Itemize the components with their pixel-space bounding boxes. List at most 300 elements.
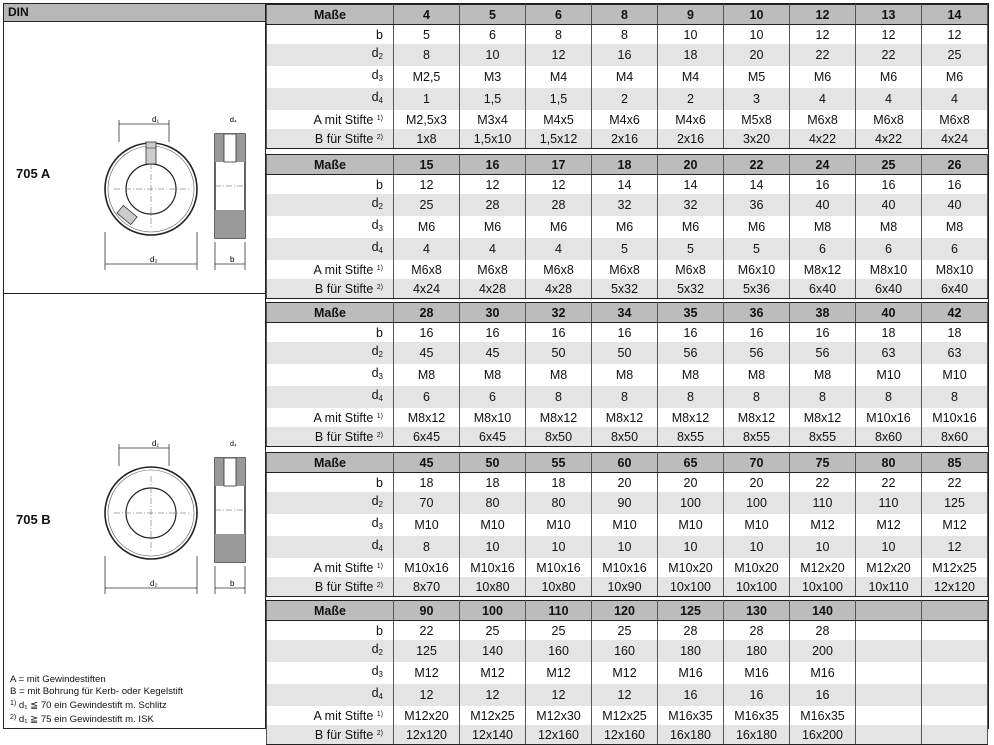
value-cell: 110	[856, 492, 922, 514]
value-cell: 8x70	[394, 577, 460, 597]
value-cell: M10x16	[856, 408, 922, 427]
row-label: $d_4$	[267, 88, 394, 110]
collar-drawing-705a	[94, 112, 264, 272]
value-cell: 20	[658, 473, 724, 493]
table-row	[267, 44, 988, 66]
size-cell: 36	[724, 303, 790, 323]
value-cell: 22	[394, 621, 460, 641]
value-cell: 18	[658, 44, 724, 66]
row-label: $d_4$	[267, 684, 394, 706]
table-row	[267, 558, 988, 577]
value-cell: M6x8	[922, 110, 988, 129]
table-row	[267, 473, 988, 493]
value-cell: 160	[592, 640, 658, 662]
value-cell: 4x28	[460, 279, 526, 299]
size-cell: 70	[724, 453, 790, 473]
value-cell: M6	[724, 216, 790, 238]
value-cell: 18	[856, 323, 922, 343]
value-cell: M6x8	[658, 260, 724, 279]
value-cell: 8	[394, 44, 460, 66]
value-cell: 8	[658, 386, 724, 408]
value-cell: 8	[856, 386, 922, 408]
size-cell: 17	[526, 155, 592, 175]
table-row	[267, 194, 988, 216]
value-cell: 16	[526, 323, 592, 343]
value-cell: 40	[856, 194, 922, 216]
value-cell: 18	[460, 473, 526, 493]
value-cell: 90	[592, 492, 658, 514]
row-label: b	[267, 175, 394, 195]
value-cell: 8	[394, 536, 460, 558]
value-cell: M12	[526, 662, 592, 684]
table-row	[267, 725, 988, 745]
size-cell: 30	[460, 303, 526, 323]
value-cell: 3	[724, 88, 790, 110]
value-cell: M8	[856, 216, 922, 238]
size-cell: 8	[592, 5, 658, 25]
table-row	[267, 260, 988, 279]
value-cell	[856, 640, 922, 662]
value-cell: 8	[526, 386, 592, 408]
size-cell: 24	[790, 155, 856, 175]
size-cell: 130	[724, 601, 790, 621]
row-label: $d_3$	[267, 216, 394, 238]
table-row	[267, 25, 988, 45]
table-row	[267, 279, 988, 299]
value-cell: 10	[658, 25, 724, 45]
value-cell: 32	[658, 194, 724, 216]
table-row	[267, 129, 988, 149]
size-cell: 80	[856, 453, 922, 473]
table-row	[267, 364, 988, 386]
value-cell: M10	[922, 364, 988, 386]
size-cell: 60	[592, 453, 658, 473]
value-cell: 5x36	[724, 279, 790, 299]
value-cell: M10x16	[460, 558, 526, 577]
value-cell: M8x12	[790, 408, 856, 427]
value-cell: 8x55	[658, 427, 724, 447]
value-cell: M16	[790, 662, 856, 684]
value-cell: M3	[460, 66, 526, 88]
header-label: Maße	[267, 5, 394, 25]
value-cell: M12	[922, 514, 988, 536]
value-cell: 12	[856, 25, 922, 45]
value-cell: M10	[592, 514, 658, 536]
value-cell: M8x12	[790, 260, 856, 279]
size-cell: 20	[658, 155, 724, 175]
value-cell: M6x8	[592, 260, 658, 279]
table-row	[267, 238, 988, 260]
size-header-row	[267, 601, 988, 621]
value-cell: 8x50	[526, 427, 592, 447]
value-cell: 125	[394, 640, 460, 662]
value-cell: 110	[790, 492, 856, 514]
value-cell: M4x6	[658, 110, 724, 129]
header-label: Maße	[267, 303, 394, 323]
value-cell: M6	[592, 216, 658, 238]
variant-label-705a: 705 A	[16, 166, 51, 181]
value-cell: 10	[592, 536, 658, 558]
value-cell: 20	[592, 473, 658, 493]
footnote-line: A = mit Gewindestiften	[10, 674, 106, 685]
row-label: A mit Stifte $^{1)}$	[267, 110, 394, 129]
row-label: $d_2$	[267, 492, 394, 514]
value-cell: 22	[922, 473, 988, 493]
size-cell: 13	[856, 5, 922, 25]
value-cell: 6x45	[460, 427, 526, 447]
row-label: $d_3$	[267, 514, 394, 536]
value-cell: 12	[526, 44, 592, 66]
table-row	[267, 408, 988, 427]
value-cell: 8	[592, 25, 658, 45]
value-cell: 100	[724, 492, 790, 514]
table-row	[267, 492, 988, 514]
dim-label-b-b: b	[230, 579, 235, 588]
value-cell: 63	[922, 342, 988, 364]
value-cell: 16	[394, 323, 460, 343]
value-cell	[922, 621, 988, 641]
value-cell: 4	[790, 88, 856, 110]
value-cell: 4	[460, 238, 526, 260]
value-cell: 50	[526, 342, 592, 364]
value-cell: 28	[526, 194, 592, 216]
size-cell: 25	[856, 155, 922, 175]
value-cell: 16	[790, 175, 856, 195]
value-cell: 14	[724, 175, 790, 195]
value-cell: 10	[460, 536, 526, 558]
value-cell: 10	[724, 25, 790, 45]
value-cell: 25	[592, 621, 658, 641]
value-cell: 10x80	[526, 577, 592, 597]
din-header: DIN	[4, 4, 265, 22]
size-cell	[922, 601, 988, 621]
value-cell: 2x16	[658, 129, 724, 149]
value-cell: M4	[526, 66, 592, 88]
value-cell: M16	[724, 662, 790, 684]
value-cell: M16x35	[724, 706, 790, 725]
size-cell: 34	[592, 303, 658, 323]
value-cell: 56	[658, 342, 724, 364]
value-cell: 1x8	[394, 129, 460, 149]
value-cell: 5	[724, 238, 790, 260]
dim-label-d4: d₄	[230, 117, 237, 124]
value-cell: 45	[394, 342, 460, 364]
row-label: $d_3$	[267, 364, 394, 386]
size-cell: 32	[526, 303, 592, 323]
size-header-row	[267, 155, 988, 175]
value-cell: 16	[658, 684, 724, 706]
value-cell: 10	[658, 536, 724, 558]
size-cell: 22	[724, 155, 790, 175]
size-cell: 15	[394, 155, 460, 175]
value-cell: M10x16	[394, 558, 460, 577]
size-cell: 16	[460, 155, 526, 175]
value-cell: 63	[856, 342, 922, 364]
value-cell: 12	[922, 536, 988, 558]
value-cell: 2	[592, 88, 658, 110]
value-cell: 2x16	[592, 129, 658, 149]
value-cell: 180	[658, 640, 724, 662]
dimension-table-3	[266, 302, 988, 447]
value-cell: M10	[724, 514, 790, 536]
value-cell: M10x16	[922, 408, 988, 427]
value-cell: 25	[922, 44, 988, 66]
value-cell: 16	[460, 323, 526, 343]
value-cell: 4x24	[394, 279, 460, 299]
row-label: B für Stifte $^{2)}$	[267, 725, 394, 745]
value-cell: M8	[460, 364, 526, 386]
value-cell: M4	[658, 66, 724, 88]
size-cell: 110	[526, 601, 592, 621]
value-cell: M12x20	[856, 558, 922, 577]
row-label: A mit Stifte $^{1)}$	[267, 408, 394, 427]
value-cell: 4	[394, 238, 460, 260]
din-table-sheet	[3, 3, 989, 742]
value-cell: M6x8	[790, 110, 856, 129]
value-cell: M8	[790, 364, 856, 386]
value-cell: 28	[460, 194, 526, 216]
value-cell: M8x10	[856, 260, 922, 279]
value-cell: 16x180	[658, 725, 724, 745]
value-cell: M10x16	[526, 558, 592, 577]
value-cell: 6	[394, 386, 460, 408]
value-cell	[856, 662, 922, 684]
value-cell: 16x200	[790, 725, 856, 745]
value-cell: 1,5	[460, 88, 526, 110]
size-cell: 120	[592, 601, 658, 621]
value-cell: 4	[922, 88, 988, 110]
value-cell: 16	[856, 175, 922, 195]
value-cell: 6	[922, 238, 988, 260]
value-cell: 160	[526, 640, 592, 662]
value-cell	[922, 706, 988, 725]
value-cell: 25	[526, 621, 592, 641]
value-cell: 50	[592, 342, 658, 364]
size-cell: 85	[922, 453, 988, 473]
value-cell: M10	[394, 514, 460, 536]
value-cell: 20	[724, 44, 790, 66]
value-cell: M6x8	[526, 260, 592, 279]
value-cell: 4	[856, 88, 922, 110]
value-cell: M6	[460, 216, 526, 238]
value-cell	[922, 725, 988, 745]
size-cell: 55	[526, 453, 592, 473]
dimension-table-2	[266, 154, 988, 299]
value-cell: M8	[724, 364, 790, 386]
value-cell: 100	[658, 492, 724, 514]
value-cell: M8x12	[394, 408, 460, 427]
row-label: A mit Stifte $^{1)}$	[267, 706, 394, 725]
value-cell: M2,5x3	[394, 110, 460, 129]
value-cell: 1,5x12	[526, 129, 592, 149]
value-cell: 12	[526, 684, 592, 706]
value-cell: 16	[790, 323, 856, 343]
value-cell: M16x35	[658, 706, 724, 725]
value-cell: M12x20	[394, 706, 460, 725]
row-label: $d_4$	[267, 386, 394, 408]
size-cell	[856, 601, 922, 621]
row-label: B für Stifte $^{2)}$	[267, 427, 394, 447]
size-cell: 100	[460, 601, 526, 621]
value-cell: 12x120	[922, 577, 988, 597]
row-label: b	[267, 323, 394, 343]
size-cell: 4	[394, 5, 460, 25]
value-cell: M10	[460, 514, 526, 536]
header-label: Maße	[267, 601, 394, 621]
value-cell: 22	[790, 473, 856, 493]
value-cell: 1	[394, 88, 460, 110]
value-cell: 6x45	[394, 427, 460, 447]
value-cell	[856, 725, 922, 745]
size-header-row	[267, 303, 988, 323]
dim-label-d1-b: d₁	[152, 439, 160, 448]
value-cell: 16	[790, 684, 856, 706]
value-cell: 16	[658, 323, 724, 343]
table-row	[267, 684, 988, 706]
table-row	[267, 621, 988, 641]
row-label: $d_4$	[267, 536, 394, 558]
value-cell: M8	[394, 364, 460, 386]
row-label: $d_3$	[267, 66, 394, 88]
value-cell: 45	[460, 342, 526, 364]
size-cell: 9	[658, 5, 724, 25]
value-cell: 12	[526, 175, 592, 195]
value-cell: 16	[724, 323, 790, 343]
size-cell: 12	[790, 5, 856, 25]
value-cell: 140	[460, 640, 526, 662]
value-cell: 10x100	[724, 577, 790, 597]
row-label: b	[267, 473, 394, 493]
value-cell: 5	[658, 238, 724, 260]
value-cell: 5	[394, 25, 460, 45]
size-cell: 42	[922, 303, 988, 323]
value-cell: M10	[658, 514, 724, 536]
value-cell: 10	[460, 44, 526, 66]
value-cell: 14	[658, 175, 724, 195]
value-cell: 4x28	[526, 279, 592, 299]
value-cell: 3x20	[724, 129, 790, 149]
size-cell: 140	[790, 601, 856, 621]
value-cell: 12x160	[526, 725, 592, 745]
dimension-table-1	[266, 4, 988, 149]
value-cell: M10	[526, 514, 592, 536]
size-cell: 14	[922, 5, 988, 25]
table-row	[267, 514, 988, 536]
value-cell: M16	[658, 662, 724, 684]
value-cell: 10	[526, 536, 592, 558]
dim-label-b: b	[230, 255, 235, 264]
value-cell: M8x12	[526, 408, 592, 427]
value-cell: 36	[724, 194, 790, 216]
value-cell: 12	[922, 25, 988, 45]
size-cell: 45	[394, 453, 460, 473]
size-cell: 38	[790, 303, 856, 323]
row-label: $d_2$	[267, 44, 394, 66]
value-cell	[856, 684, 922, 706]
size-cell: 50	[460, 453, 526, 473]
value-cell: 12	[460, 175, 526, 195]
value-cell	[856, 621, 922, 641]
value-cell: M6	[856, 66, 922, 88]
value-cell	[922, 640, 988, 662]
value-cell: M12	[460, 662, 526, 684]
value-cell: M12	[592, 662, 658, 684]
row-label: B für Stifte $^{2)}$	[267, 577, 394, 597]
value-cell: 6	[790, 238, 856, 260]
value-cell: 28	[658, 621, 724, 641]
value-cell: M6x8	[394, 260, 460, 279]
table-row	[267, 110, 988, 129]
value-cell: 10x110	[856, 577, 922, 597]
value-cell: M5x8	[724, 110, 790, 129]
value-cell: 12	[592, 684, 658, 706]
value-cell: 180	[724, 640, 790, 662]
value-cell: 8	[790, 386, 856, 408]
value-cell: 80	[460, 492, 526, 514]
value-cell: 125	[922, 492, 988, 514]
value-cell: M6x8	[460, 260, 526, 279]
value-cell: 6	[460, 25, 526, 45]
value-cell: 8x55	[790, 427, 856, 447]
value-cell: 4x22	[856, 129, 922, 149]
value-cell: M10x20	[724, 558, 790, 577]
table-row	[267, 536, 988, 558]
row-label: $d_2$	[267, 342, 394, 364]
value-cell: 12x120	[394, 725, 460, 745]
table-row	[267, 577, 988, 597]
dim-label-d4-b: d₄	[230, 441, 237, 448]
value-cell: 8x50	[592, 427, 658, 447]
size-header-row	[267, 453, 988, 473]
row-label: B für Stifte $^{2)}$	[267, 279, 394, 299]
value-cell: 4x22	[790, 129, 856, 149]
value-cell: M12x25	[592, 706, 658, 725]
value-cell: 18	[394, 473, 460, 493]
size-cell: 125	[658, 601, 724, 621]
value-cell: 12x140	[460, 725, 526, 745]
value-cell: M8	[592, 364, 658, 386]
size-cell: 65	[658, 453, 724, 473]
variant-label-705b: 705 B	[16, 512, 51, 527]
value-cell: 40	[790, 194, 856, 216]
value-cell: 10x80	[460, 577, 526, 597]
value-cell: M12	[856, 514, 922, 536]
value-cell: M4	[592, 66, 658, 88]
value-cell: 16	[724, 684, 790, 706]
value-cell: M12x20	[790, 558, 856, 577]
value-cell: 22	[856, 44, 922, 66]
row-label: B für Stifte $^{2)}$	[267, 129, 394, 149]
value-cell: 6x40	[856, 279, 922, 299]
value-cell: 8	[526, 25, 592, 45]
value-cell: 6	[460, 386, 526, 408]
table-row	[267, 662, 988, 684]
dim-label-d1: d₁	[152, 115, 160, 124]
row-label: A mit Stifte $^{1)}$	[267, 260, 394, 279]
value-cell: 70	[394, 492, 460, 514]
table-row	[267, 342, 988, 364]
value-cell: 8	[592, 386, 658, 408]
table-row	[267, 427, 988, 447]
size-cell: 6	[526, 5, 592, 25]
value-cell: 8	[724, 386, 790, 408]
value-cell: M10x20	[658, 558, 724, 577]
value-cell: 12	[394, 684, 460, 706]
table-row	[267, 216, 988, 238]
row-label: $d_2$	[267, 194, 394, 216]
value-cell: 6x40	[922, 279, 988, 299]
row-label: A mit Stifte $^{1)}$	[267, 558, 394, 577]
